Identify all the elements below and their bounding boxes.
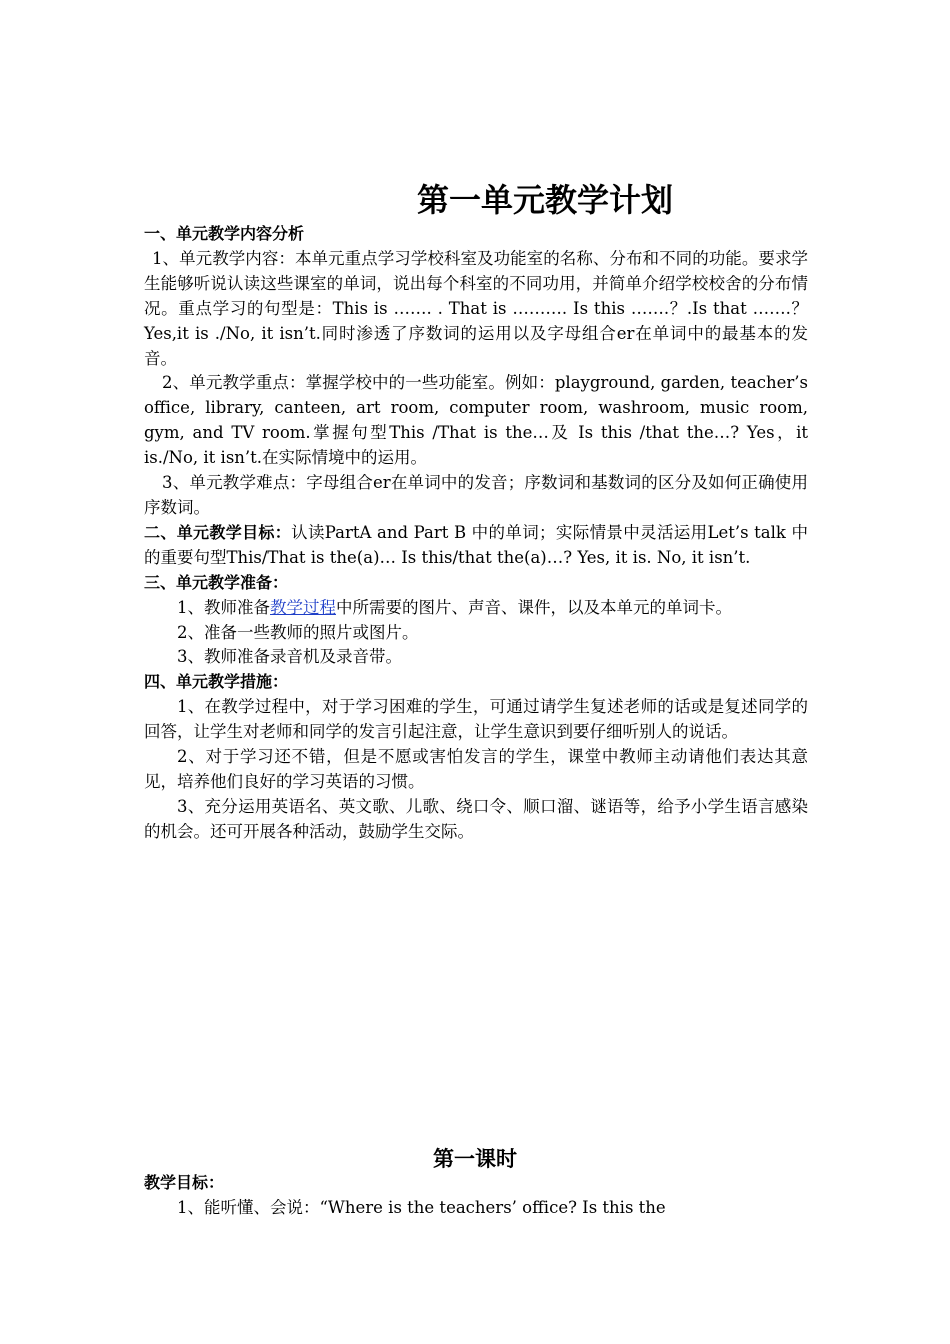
preparation-item-1-prefix: 1、教师准备 — [177, 597, 270, 617]
section-heading-objectives: 二、单元教学目标： — [144, 522, 292, 542]
paragraph-teaching-focus: 2、单元教学重点：掌握学校中的一些功能室。例如：playground, garden, teacher’s office, library, canteen, art room, computer room, washroom, music room, gym, and TV room.掌握句型This /That is the…及 Is this /that the…? Yes，it is./No, it isn’t.在实际情境中的运用。 — [144, 373, 808, 468]
measure-item-3: 3、充分运用英语名、英文歌、儿歌、绕口令、顺口溜、谜语等，给予小学生语言感染的机会。还可开展各种活动，鼓励学生交际。 — [144, 796, 808, 841]
paragraph-teaching-difficulty: 3、单元教学难点：字母组合er在单词中的发音；序数词和基数词的区分及如何正确使用序数词。 — [144, 473, 808, 517]
document-title: 第一单元教学计划 — [416, 181, 673, 219]
lesson-goal-heading: 教学目标： — [144, 1173, 225, 1192]
section-heading-measures: 四、单元教学措施： — [144, 672, 289, 692]
preparation-item-3: 3、教师准备录音机及录音带。 — [177, 647, 402, 667]
plan-body — [144, 222, 808, 845]
preparation-item-1 — [144, 596, 808, 621]
lesson-goal-1: 1、能听懂、会说：“Where is the teachers’ office? Is this the — [177, 1197, 666, 1217]
teaching-process-link[interactable]: 教学过程 — [270, 597, 336, 617]
measure-item-2: 2、对于学习还不错，但是不愿或害怕发言的学生，课堂中教师主动请他们表达其意见，培养他们良好的学习英语的习惯。 — [144, 747, 808, 791]
lesson-title: 第一课时 — [433, 1147, 517, 1171]
section-heading-content-analysis: 一、单元教学内容分析 — [144, 224, 305, 243]
lesson-body — [144, 1171, 808, 1221]
section-heading-preparation: 三、单元教学准备： — [144, 572, 289, 592]
measure-item-1: 1、在教学过程中，对于学习困难的学生，可通过请学生复述老师的话或是复述同学的回答，让学生对老师和同学的发言引起注意，让学生意识到要仔细听别人的说话。 — [144, 697, 808, 742]
objectives-text: 认读PartA and Part B 中的单词；实际情景中灵活运用Let’s talk 中的重要句型This/That is the(a)… Is this/that the(a)…? Yes, it is. No, it isn’t. — [144, 522, 808, 567]
section-teaching-objectives — [144, 521, 808, 571]
paragraph-teaching-content: 1、单元教学内容：本单元重点学习学校科室及功能室的名称、分布和不同的功能。要求学生能够听说认读这些课室的单词，说出每个科室的不同功用，并简单介绍学校校舍的分布情况。重点学习的句型是：This is ……. . That is ………. Is this …….？.Is that …….？Yes,it is ./No, it isn’t.同时渗透了序数词的运用以及字母组合er在单词中的最基本的发音。 — [144, 248, 808, 368]
preparation-item-1-suffix: 中所需要的图片、声音、课件，以及本单元的单词卡。 — [336, 597, 732, 617]
preparation-item-2: 2、准备一些教师的照片或图片。 — [177, 622, 419, 642]
